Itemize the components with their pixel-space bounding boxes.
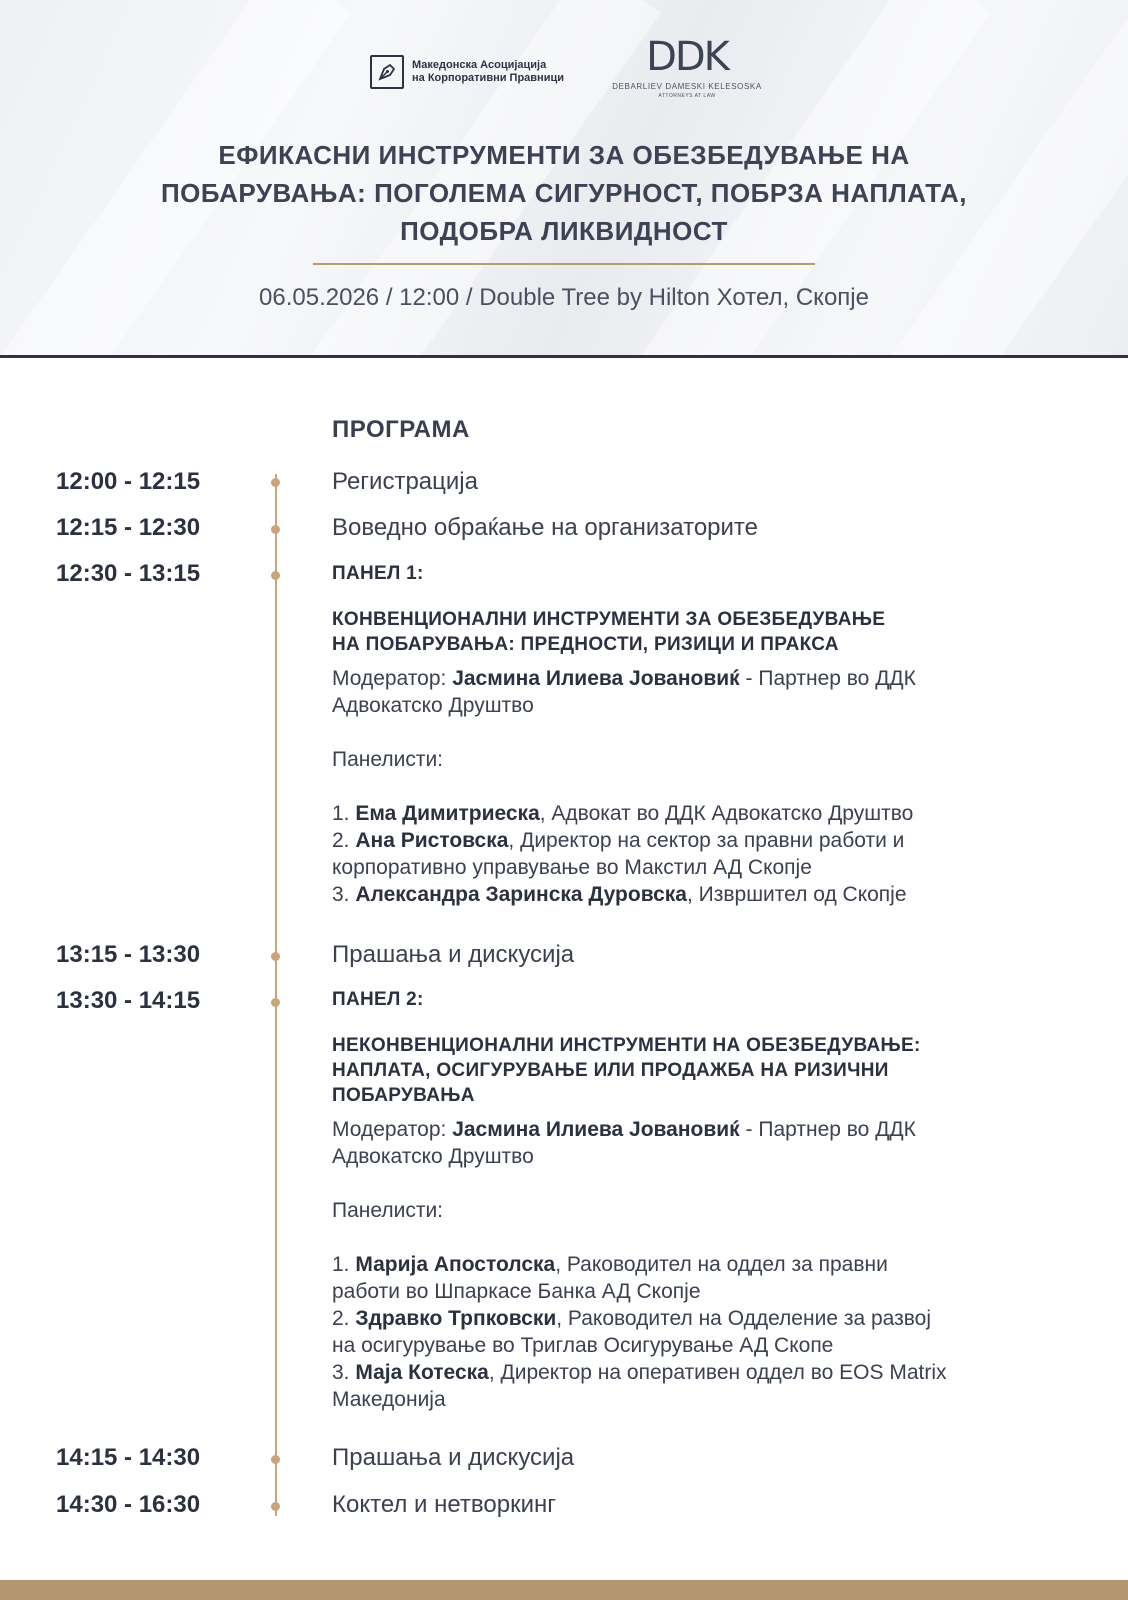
header <box>0 0 1128 358</box>
panel-label: ПАНЕЛ 1: <box>332 563 424 584</box>
panelist-name: Здравко Трпковски <box>355 1307 557 1330</box>
timeline-dot <box>271 478 280 487</box>
panel-title-line: НАПЛАТА, ОСИГУРУВАЊЕ ИЛИ ПРОДАЖБА НА РИЗИЧНИ <box>332 1060 889 1081</box>
panelist: 3. Александра Заринска Дуровска, Извршител од Скопје <box>332 883 907 906</box>
timeline-dot <box>271 525 280 534</box>
program-heading: ПРОГРАМА <box>332 416 470 443</box>
slot-label: Воведно обраќање на организаторите <box>332 514 758 541</box>
slot-time: 13:15 - 13:30 <box>56 941 201 968</box>
timeline-dot <box>271 952 280 961</box>
panel-title <box>332 1033 1092 1108</box>
event-title-line3: ПОДОБРА ЛИКВИДНОСТ <box>400 216 728 246</box>
panelist-name: Ана Ристовска <box>355 829 509 852</box>
panelist-role: на осигурување во Триглав Осигурување АД Скопе <box>332 1334 834 1357</box>
panel-1 <box>332 563 1092 908</box>
moderator-role: Адвокатско Друштво <box>332 694 534 717</box>
slot-time: 12:15 - 12:30 <box>56 514 201 541</box>
timeline-dot <box>271 1455 280 1464</box>
slot-label: Прашања и дискусија <box>332 941 575 968</box>
panelist-name: Александра Заринска Дуровска <box>355 883 687 906</box>
panelist-role: работи во Шпаркасе Банка АД Скопје <box>332 1280 701 1303</box>
moderator-name: Јасмина Илиева Јовановиќ <box>452 1118 740 1141</box>
panelist-name: Ема Димитриеска <box>355 802 540 825</box>
moderator <box>332 665 1092 719</box>
timeline-dot <box>271 571 280 580</box>
event-title-line1: ЕФИКАСНИ ИНСТРУМЕНТИ ЗА ОБЕЗБЕДУВАЊЕ НА <box>218 140 910 170</box>
title-divider <box>313 263 815 265</box>
event-title <box>60 136 1068 250</box>
event-date-location: 06.05.2026 / 12:00 / Double Tree by Hilton Хотел, Скопје <box>259 284 869 311</box>
ddk-logo-subtitle: ATTORNEYS AT LAW <box>658 93 716 99</box>
timeline-dot <box>271 1502 280 1511</box>
ddk-logo <box>612 36 762 99</box>
panelist-name: Марија Апостолска <box>355 1253 556 1276</box>
footer-bar <box>0 1580 1128 1600</box>
event-title-line2: ПОБАРУВАЊА: ПОГОЛЕМА СИГУРНОСТ, ПОБРЗА НАПЛАТА, <box>160 178 968 208</box>
moderator-role: - Партнер во ДДК <box>739 1118 916 1141</box>
panelist: 1. Ема Димитриеска, Адвокат во ДДК Адвокатско Друштво <box>332 802 914 825</box>
pen-nib-icon <box>370 55 404 89</box>
panelist-role: , Директор на оперативен оддел во EOS Matrix <box>488 1361 947 1384</box>
slot-label: Коктел и нетворкинг <box>332 1491 557 1518</box>
panelist-role: , Извршител од Скопје <box>686 883 907 906</box>
panelist-role: Македонија <box>332 1388 446 1411</box>
moderator-prefix: Модератор: <box>332 1118 453 1141</box>
slot-time: 14:15 - 14:30 <box>56 1444 201 1471</box>
slot-label: Регистрација <box>332 468 478 495</box>
mak-logo-line2: на Корпоративни Правници <box>412 72 564 84</box>
moderator-role: Адвокатско Друштво <box>332 1145 534 1168</box>
ddk-logo-names: DEBARLIEV DAMESKI KELESOSKA <box>612 82 762 91</box>
timeline-line <box>275 474 277 1516</box>
panelists-list <box>332 1251 1092 1413</box>
panel-title-line: НА ПОБАРУВАЊА: ПРЕДНОСТИ, РИЗИЦИ И ПРАКСА <box>332 634 839 655</box>
panelists-label: Панелисти: <box>332 748 444 771</box>
moderator <box>332 1116 1092 1170</box>
panel-title-line: КОНВЕНЦИОНАЛНИ ИНСТРУМЕНТИ ЗА ОБЕЗБЕДУВАЊЕ <box>332 609 886 630</box>
panelist: 2. Здравко Трпковски, Раководител на Одделение за развој <box>332 1307 931 1330</box>
panelists-label: Панелисти: <box>332 1199 444 1222</box>
panelist-role: , Адвокат во ДДК Адвокатско Друштво <box>539 802 914 825</box>
slot-time: 12:30 - 13:15 <box>56 560 201 587</box>
panelist-role: корпоративно управување во Макстил АД Скопје <box>332 856 812 879</box>
moderator-name: Јасмина Илиева Јовановиќ <box>452 667 740 690</box>
panelist: 3. Маја Котеска, Директор на оперативен оддел во EOS Matrix <box>332 1361 947 1384</box>
panelist-role: , Раководител на оддел за правни <box>555 1253 888 1276</box>
panelist-role: , Раководител на Одделение за развој <box>556 1307 931 1330</box>
panelist-role: , Директор на сектор за правни работи и <box>508 829 905 852</box>
panel-title-line: НЕКОНВЕНЦИОНАЛНИ ИНСТРУМЕНТИ НА ОБЕЗБЕДУВАЊЕ: <box>332 1035 921 1056</box>
panelists-list <box>332 800 1092 908</box>
moderator-role: - Партнер во ДДК <box>739 667 916 690</box>
slot-time: 13:30 - 14:15 <box>56 987 201 1014</box>
panel-title-line: ПОБАРУВАЊА <box>332 1085 475 1106</box>
ddk-logo-mark: DDK <box>646 34 728 80</box>
timeline-dot <box>271 998 280 1007</box>
mak-logo-line1: Македонска Асоцијација <box>412 59 547 71</box>
panel-title <box>332 607 1092 657</box>
slot-time: 12:00 - 12:15 <box>56 468 201 495</box>
panelist: 1. Марија Апостолска, Раководител на оддел за правни <box>332 1253 888 1276</box>
panel-2 <box>332 989 1092 1413</box>
slot-time: 14:30 - 16:30 <box>56 1491 201 1518</box>
moderator-prefix: Модератор: <box>332 667 453 690</box>
panelist-name: Маја Котеска <box>355 1361 489 1384</box>
panelist: 2. Ана Ристовска, Директор на сектор за правни работи и <box>332 829 905 852</box>
mak-logo-text <box>412 59 564 85</box>
slot-label: Прашања и дискусија <box>332 1444 575 1471</box>
panel-label: ПАНЕЛ 2: <box>332 989 424 1010</box>
mak-logo <box>370 55 564 89</box>
